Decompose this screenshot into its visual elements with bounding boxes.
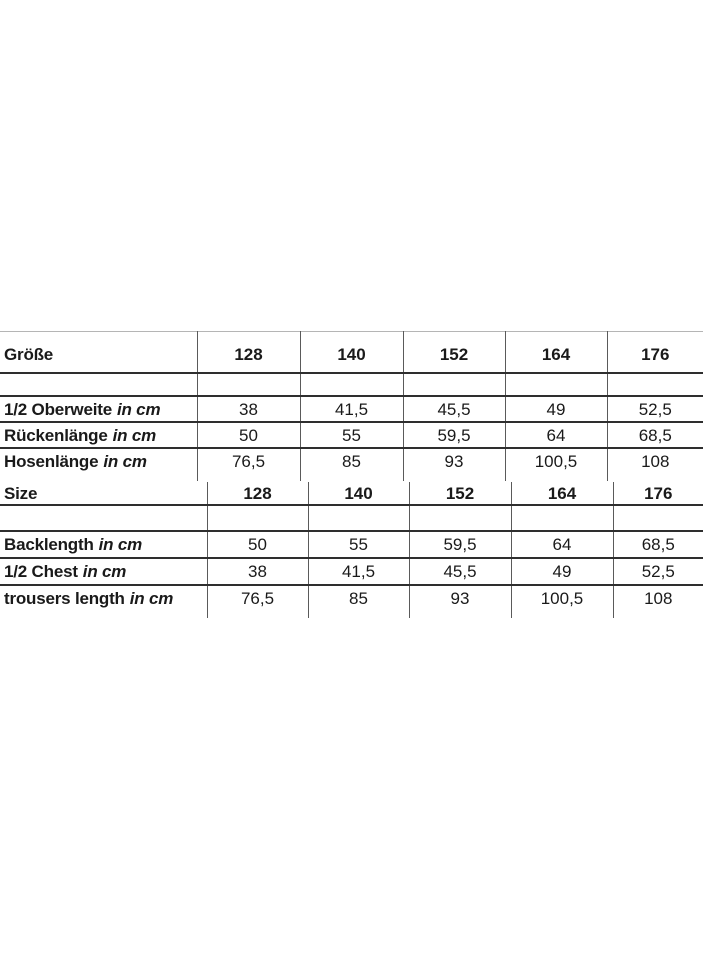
size-value-cell: 93 [409, 585, 511, 610]
size-value-cell: 93 [403, 448, 505, 473]
size-value-cell: 38 [197, 396, 300, 422]
divider-tail-row [0, 610, 703, 618]
size-col-header: 140 [308, 482, 409, 505]
size-value-cell: 45,5 [403, 396, 505, 422]
size-value-cell: 59,5 [409, 531, 511, 558]
size-value-cell: 59,5 [403, 422, 505, 448]
row-label: 1/2 Oberweite in cm [0, 396, 197, 422]
row-label: Backlength in cm [0, 531, 207, 558]
spacer-row [0, 505, 703, 531]
size-value-cell: 64 [511, 531, 613, 558]
size-table-german [0, 331, 703, 481]
size-value-cell: 50 [197, 422, 300, 448]
table-row [0, 396, 703, 422]
unit-label: in cm [129, 588, 174, 608]
size-label-header-de: Größe [0, 332, 197, 374]
size-value-cell: 41,5 [300, 396, 403, 422]
size-value-cell: 64 [505, 422, 607, 448]
size-value-cell: 108 [613, 585, 703, 610]
size-value-cell: 100,5 [511, 585, 613, 610]
size-col-header: 176 [607, 332, 703, 374]
size-col-header: 152 [409, 482, 511, 505]
row-label: trousers length in cm [4, 588, 174, 608]
unit-label: in cm [103, 451, 147, 471]
row-label: Hosenlänge in cm [4, 451, 147, 471]
size-value-cell: 49 [511, 558, 613, 585]
size-col-header: 176 [613, 482, 703, 505]
size-value-cell: 76,5 [207, 585, 308, 610]
size-value-cell: 76,5 [197, 448, 300, 473]
table-row [0, 332, 703, 374]
table-row [0, 558, 703, 585]
size-value-cell: 45,5 [409, 558, 511, 585]
size-value-cell: 85 [300, 448, 403, 473]
size-value-cell: 68,5 [613, 531, 703, 558]
size-col-header: 152 [403, 332, 505, 374]
size-value-cell: 49 [505, 396, 607, 422]
table-row [0, 531, 703, 558]
table-row [0, 482, 703, 505]
table-row [0, 448, 703, 473]
size-value-cell: 52,5 [607, 396, 703, 422]
unit-label: in cm [82, 562, 127, 581]
size-col-header: 164 [511, 482, 613, 505]
size-label-header-en: Size [0, 482, 207, 505]
divider-tail-row [0, 473, 703, 481]
size-table-english [0, 482, 703, 618]
spacer-row [0, 373, 703, 396]
size-value-cell: 100,5 [505, 448, 607, 473]
size-value-cell: 41,5 [308, 558, 409, 585]
size-col-header: 164 [505, 332, 607, 374]
size-value-cell: 55 [300, 422, 403, 448]
size-value-cell: 55 [308, 531, 409, 558]
size-value-cell: 38 [207, 558, 308, 585]
size-col-header: 128 [207, 482, 308, 505]
size-value-cell: 108 [607, 448, 703, 473]
size-value-cell: 50 [207, 531, 308, 558]
unit-label: in cm [98, 535, 143, 554]
unit-label: in cm [116, 399, 161, 419]
table-row [0, 422, 703, 448]
row-label: Rückenlänge in cm [0, 422, 197, 448]
size-col-header: 128 [197, 332, 300, 374]
row-label: 1/2 Chest in cm [0, 558, 207, 585]
size-value-cell: 52,5 [613, 558, 703, 585]
unit-label: in cm [112, 425, 157, 445]
size-col-header: 140 [300, 332, 403, 374]
size-value-cell: 85 [308, 585, 409, 610]
size-value-cell: 68,5 [607, 422, 703, 448]
table-row [0, 585, 703, 610]
